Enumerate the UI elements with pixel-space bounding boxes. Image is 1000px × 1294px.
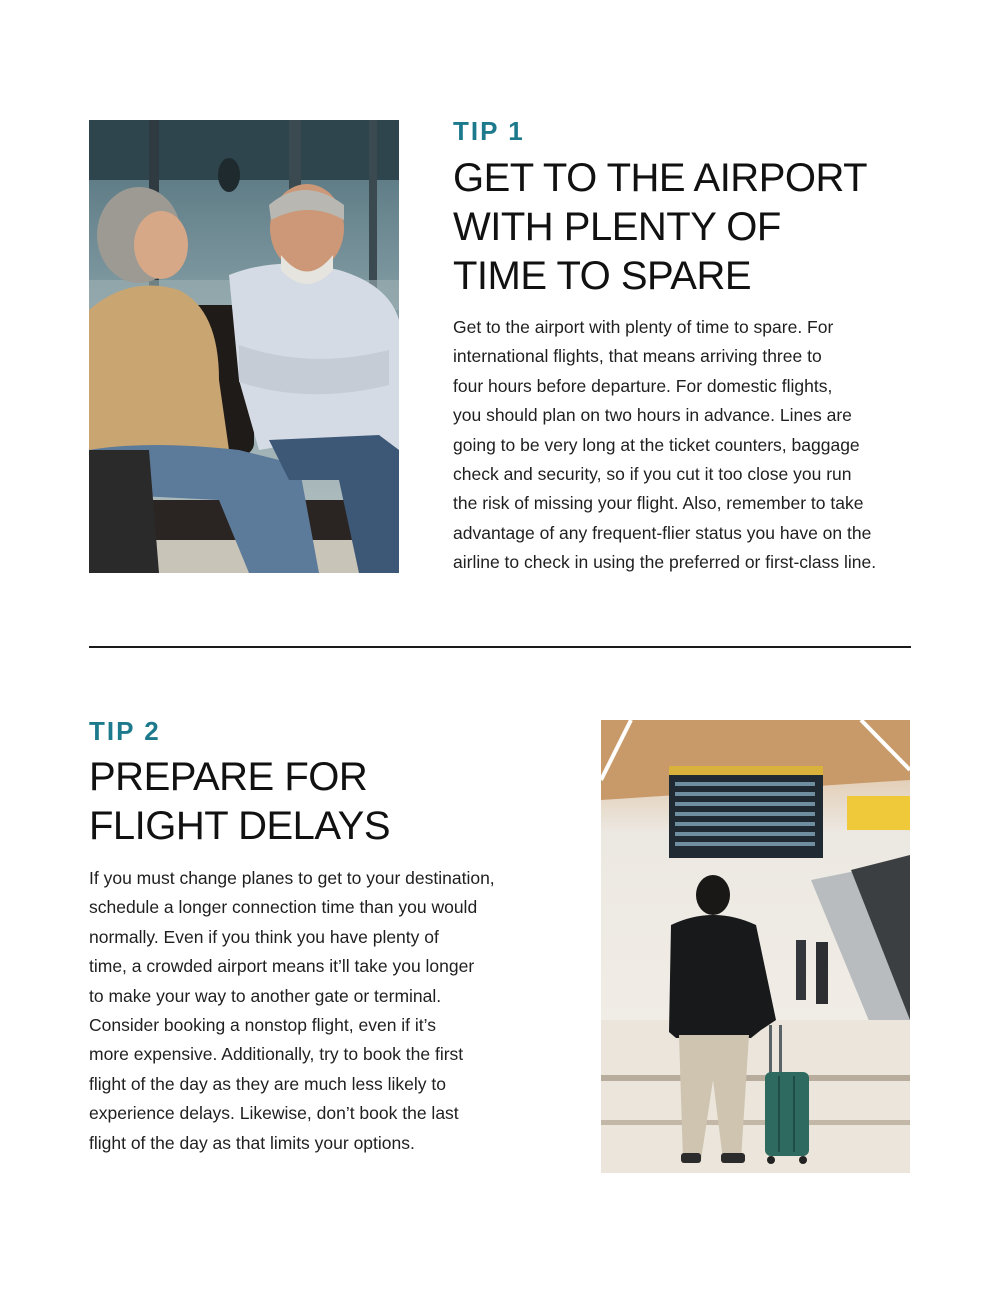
tip-1-body-line: international flights, that means arriving three to: [453, 346, 822, 367]
tip-2-title: [89, 753, 390, 851]
tip-2-body-line: experience delays. Likewise, don’t book the last: [89, 1103, 459, 1124]
tip-2-title-line: PREPARE FOR: [89, 755, 368, 799]
tip-2-body-line: schedule a longer connection time than you would: [89, 897, 478, 918]
tip-1-body-line: advantage of any frequent-flier status you have on the: [453, 522, 872, 543]
tip-1-title: [453, 154, 867, 301]
couple-at-airport-photo: [89, 120, 399, 573]
tip-1-body: [453, 313, 923, 578]
tip-1-title-line: WITH PLENTY OF: [453, 205, 781, 249]
traveler-with-suitcase-photo: [601, 720, 910, 1173]
tip-2-body-line: flight of the day as they are much less likely to: [89, 1073, 446, 1094]
tip-2-label: TIP 2: [89, 716, 161, 746]
tip-2-body-line: to make your way to another gate or terminal.: [89, 985, 442, 1006]
tip-1-body-line: the risk of missing your flight. Also, remember to take: [453, 493, 864, 514]
tip-1-body-line: Get to the airport with plenty of time to spare. For: [453, 317, 834, 337]
tip-1-body-line: airline to check in using the preferred or first-class line.: [453, 552, 877, 573]
tip-1-title-line: GET TO THE AIRPORT: [453, 156, 868, 200]
tip-2-body-line: Consider booking a nonstop flight, even if it’s: [89, 1015, 436, 1036]
tip-2-body-line: more expensive. Additionally, try to book the first: [89, 1044, 464, 1065]
tip-2-body-line: If you must change planes to get to your destination,: [89, 868, 495, 888]
tip-2-body-line: normally. Even if you think you have plenty of: [89, 926, 439, 947]
tip-1-title-line: TIME TO SPARE: [453, 254, 752, 298]
tip-2-body: [89, 864, 559, 1158]
tip-1-body-line: check and security, so if you cut it too close you run: [453, 464, 852, 485]
tip-2-title-line: FLIGHT DELAYS: [89, 804, 390, 848]
tip-1-body-line: going to be very long at the ticket counters, baggage: [453, 434, 860, 455]
tip-2-body-line: time, a crowded airport means it’ll take you longer: [89, 956, 475, 977]
tip-1-body-line: you should plan on two hours in advance. Lines are: [453, 405, 852, 426]
section-divider: [89, 646, 911, 648]
tip-1-body-line: four hours before departure. For domestic flights,: [453, 375, 833, 396]
tip-2-body-line: flight of the day as that limits your options.: [89, 1132, 415, 1153]
tip-1-label: TIP 1: [453, 116, 525, 146]
